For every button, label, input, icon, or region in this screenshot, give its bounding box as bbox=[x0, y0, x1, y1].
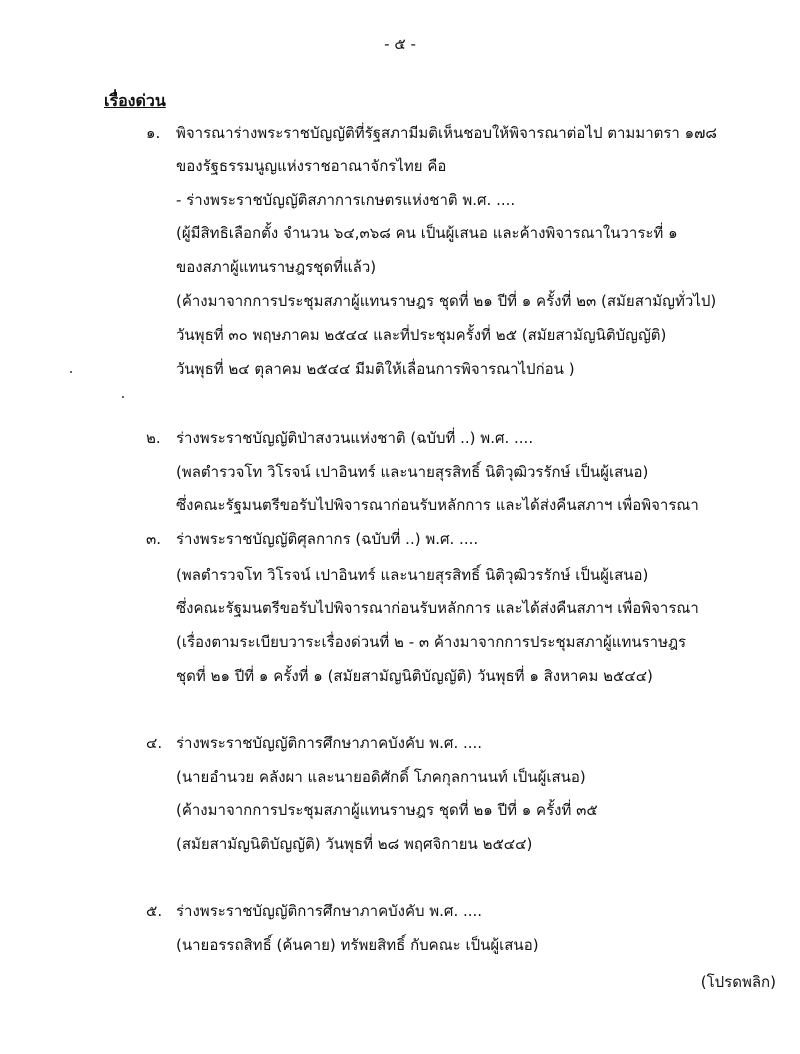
item-5-line-1: ร่างพระราชบัญญัติการศึกษาภาคบังคับ พ.ศ. .... bbox=[176, 902, 483, 920]
item-1-line-1: พิจารณาร่างพระราชบัญญัติที่รัฐสภามีมติเห็นชอบให้พิจารณาต่อไป ตามมาตรา ๑๗๘ bbox=[176, 124, 717, 142]
item-5-number: ๕. bbox=[146, 902, 163, 920]
item-4-line-3: (ค้างมาจากการประชุมสภาผู้แทนราษฎร ชุดที่ ๒๑ ปีที่ ๑ ครั้งที่ ๓๕ bbox=[176, 801, 598, 819]
scan-speck bbox=[70, 371, 72, 373]
item-1-line-4: (ผู้มีสิทธิเลือกตั้ง จำนวน ๖๔,๓๖๘ คน เป็นผู้เสนอ และค้างพิจารณาในวาระที่ ๑ bbox=[176, 224, 678, 242]
page-number: - ๕ - bbox=[384, 35, 416, 53]
item-1-line-3: - ร่างพระราชบัญญัติสภาการเกษตรแห่งชาติ พ.ศ. .... bbox=[176, 191, 516, 209]
item-1-line-7: วันพุธที่ ๓๐ พฤษภาคม ๒๕๔๔ และที่ประชุมครั้งที่ ๒๕ (สมัยสามัญนิติบัญญัติ) bbox=[176, 326, 667, 344]
item-3-number: ๓. bbox=[146, 530, 162, 548]
item-2-line-2: (พลตำรวจโท วิโรจน์ เปาอินทร์ และนายสุรสิทธิ์ นิติวุฒิวรรักษ์ เป็นผู้เสนอ) bbox=[176, 463, 649, 481]
item-1-number: ๑. bbox=[146, 124, 161, 142]
item-1-line-5: ของสภาผู้แทนราษฎรชุดที่แล้ว) bbox=[176, 258, 377, 276]
scan-speck bbox=[122, 396, 124, 398]
item-1-line-2: ของรัฐธรรมนูญแห่งราชอาณาจักรไทย คือ bbox=[176, 157, 447, 175]
item-3-line-2: (พลตำรวจโท วิโรจน์ เปาอินทร์ และนายสุรสิทธิ์ นิติวุฒิวรรักษ์ เป็นผู้เสนอ) bbox=[176, 566, 649, 584]
page-turn-note: (โปรดพลิก) bbox=[700, 973, 776, 991]
item-3-line-1: ร่างพระราชบัญญัติศุลกากร (ฉบับที่ ..) พ.ศ. .... bbox=[176, 530, 479, 548]
item-2-number: ๒. bbox=[146, 429, 161, 447]
item-4-number: ๔. bbox=[146, 734, 163, 752]
item-2-line-1: ร่างพระราชบัญญัติป่าสงวนแห่งชาติ (ฉบับที่ ..) พ.ศ. .... bbox=[176, 429, 534, 447]
item-5-line-2: (นายอรรถสิทธิ์ (ค้นคาย) ทรัพยสิทธิ์ กับคณะ เป็นผู้เสนอ) bbox=[176, 936, 539, 954]
item-1-line-6: (ค้างมาจากการประชุมสภาผู้แทนราษฎร ชุดที่ ๒๑ ปีที่ ๑ ครั้งที่ ๒๓ (สมัยสามัญทั่วไป) bbox=[176, 292, 717, 310]
section-heading: เรื่องด่วน bbox=[104, 91, 166, 110]
item-3-line-4: (เรื่องตามระเบียบวาระเรื่องด่วนที่ ๒ - ๓ ค้างมาจากการประชุมสภาผู้แทนราษฎร bbox=[176, 633, 687, 651]
item-4-line-4: (สมัยสามัญนิติบัญญัติ) วันพุธที่ ๒๘ พฤศจิกายน ๒๕๔๔) bbox=[176, 835, 533, 853]
item-3-line-5: ชุดที่ ๒๑ ปีที่ ๑ ครั้งที่ ๑ (สมัยสามัญนิติบัญญัติ) วันพุธที่ ๑ สิงหาคม ๒๕๔๔) bbox=[176, 667, 653, 685]
item-2-line-3: ซึ่งคณะรัฐมนตรีขอรับไปพิจารณาก่อนรับหลักการ และได้ส่งคืนสภาฯ เพื่อพิจารณา bbox=[176, 496, 699, 514]
item-1-line-8: วันพุธที่ ๒๔ ตุลาคม ๒๕๔๔ มีมติให้เลื่อนการพิจารณาไปก่อน ) bbox=[176, 360, 575, 378]
item-4-line-1: ร่างพระราชบัญญัติการศึกษาภาคบังคับ พ.ศ. .... bbox=[176, 734, 483, 752]
item-4-line-2: (นายอำนวย คลังผา และนายอดิศักดิ์ โภคกุลกานนท์ เป็นผู้เสนอ) bbox=[176, 768, 586, 786]
item-3-line-3: ซึ่งคณะรัฐมนตรีขอรับไปพิจารณาก่อนรับหลักการ และได้ส่งคืนสภาฯ เพื่อพิจารณา bbox=[176, 599, 699, 617]
